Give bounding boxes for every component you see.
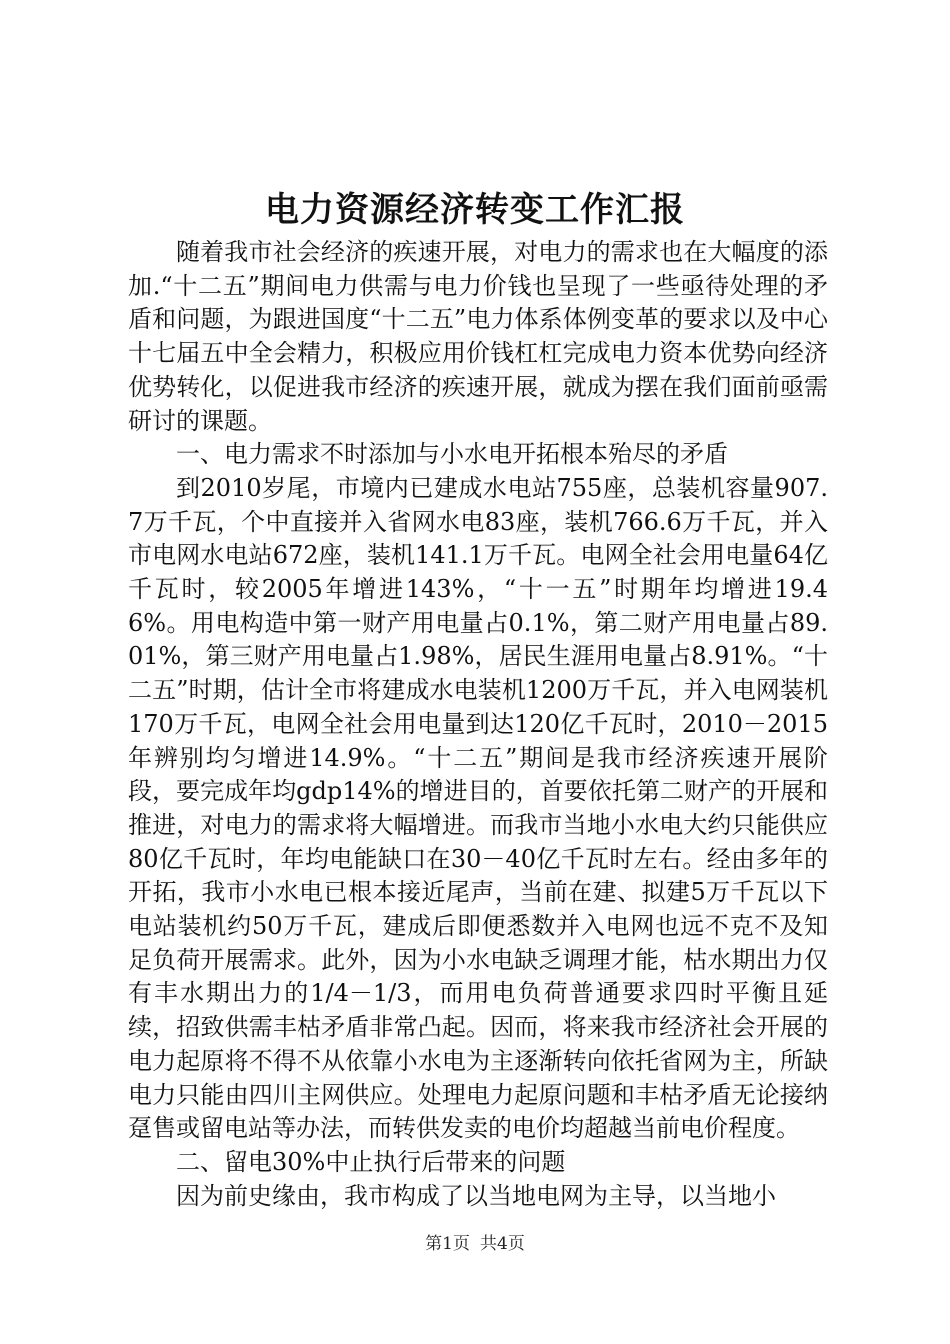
section-2-paragraph: 因为前史缘由，我市构成了以当地电网为主导，以当地小 [176, 1181, 776, 1210]
document-body [128, 236, 828, 1213]
page-total: 共4页 [480, 1234, 525, 1254]
section-1-paragraph: 到2010岁尾，市境内已建成水电站755座，总装机容量907.7万千瓦，个中直接并入省网水电83座，装机766.6万千瓦，并入市电网水电站672座，装机141.1万千瓦。电网全社会用电量64亿千瓦时，较2005年增进143%，“十一五”时期年均增进19.46%。用电构造中第一财产用电量占0.1%，第二财产用电量占89.01%，第三财产用电量占1.98%，居民生涯用电量占8.91%。“十二五”时期，估计全市将建成水电装机1200万千瓦，并入电网装机170万千瓦，电网全社会用电量到达120亿千瓦时，2010－2015年辨别均匀增进14.9%。“十二五”期间是我市经济疾速开展阶段，要完成年均gdp14%的增进目的，首要依托第二财产的开展和推进，对电力的需求将大幅增进。而我市当地小水电大约只能供应80亿千瓦时，年均电能缺口在30－40亿千瓦时左右。经由多年的开拓，我市小水电已根本接近尾声，当前在建、拟建5万千瓦以下电站装机约50万千瓦，建成后即便悉数并入电网也远不克不及知足负荷开展需求。此外，因为小水电缺乏调理才能，枯水期出力仅有丰水期出力的1/4－1/3，而用电负荷普通要求四时平衡且延续，招致供需丰枯矛盾非常凸起。因而，将来我市经济社会开展的电力起原将不得不从依靠小水电为主逐渐转向依托省网为主，所缺电力只能由四川主网供应。处理电力起原问题和丰枯矛盾无论接纳趸售或留电站等办法，而转供发卖的电价均超越当前电价程度。 [128, 473, 828, 1143]
document-title: 电力资源经济转变工作汇报 [265, 190, 685, 230]
page-number: 第1页 [425, 1234, 470, 1254]
page-footer [0, 1232, 950, 1256]
section-heading-1: 一、电力需求不时添加与小水电开拓根本殆尽的矛盾 [176, 440, 728, 469]
section-heading-2: 二、留电30%中止执行后带来的问题 [176, 1147, 566, 1176]
intro-paragraph: 随着我市社会经济的疾速开展，对电力的需求也在大幅度的添加.“十二五”期间电力供需与电力价钱也呈现了一些亟待处理的矛盾和问题，为跟进国度“十二五”电力体系体例变革的要求以及中心十七届五中全会精力，积极应用价钱杠杠完成电力资本优势向经济优势转化，以促进我市经济的疾速开展，就成为摆在我们面前亟需研讨的课题。 [128, 238, 828, 435]
